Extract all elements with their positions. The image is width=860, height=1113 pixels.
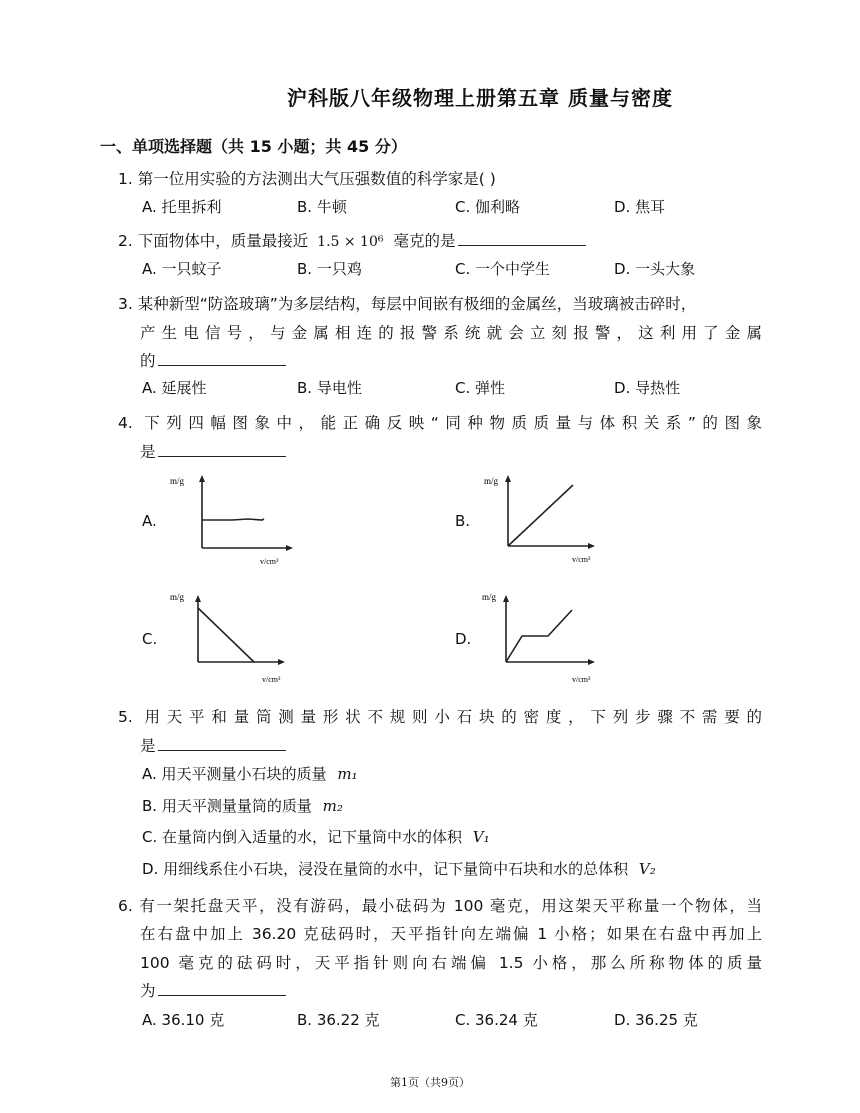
q2-option-a[interactable]: A. 一只蚊子 [142,260,222,278]
graph-c-y-arrow [195,595,201,602]
question-4-line-1: 4. 下列四幅图象中，能正确反映“同种物质质量与体积关系”的图象 [118,414,762,432]
graph-d-y-arrow [503,595,509,602]
graph-c-x-label: v/cm³ [262,675,281,684]
graph-d-curve [506,610,572,662]
q1-option-b[interactable]: B. 牛顿 [297,198,347,216]
graph-c-line [198,608,254,662]
q5-option-a-var: m₁ [337,765,358,783]
graph-a-x-arrow [286,545,293,551]
q2-text-after: 毫克的是 [393,232,456,250]
section-heading: 一、单项选择题（共 15 小题；共 45 分） [100,137,407,156]
graph-b-x-label: v/cm³ [572,555,591,564]
q2-math-value: 1.5 × 10⁶ [317,234,384,250]
graph-c-y-label: m/g [170,592,185,602]
q6-option-a[interactable]: A. 36.10 克 [142,1011,225,1029]
question-6-line-1: 6. 有一架托盘天平，没有游码，最小砝码为 100 毫克，用这架天平称量一个物体，当 [118,897,762,915]
q4-graph-option-d-label[interactable]: D. [455,630,472,648]
q6-answer-blank[interactable] [158,994,286,996]
graph-d-y-label: m/g [482,592,497,602]
q3-option-d[interactable]: D. 导热性 [614,379,681,397]
q4-graph-c [170,590,300,688]
question-4-line-2 [140,440,286,462]
q4-graph-d [480,590,610,688]
question-3-line-3 [140,349,286,371]
q1-option-a[interactable]: A. 托里拆利 [142,198,222,216]
q3-option-b[interactable]: B. 导电性 [297,379,362,397]
q4-line-2-text: 是 [140,443,156,461]
graph-d-x-label: v/cm³ [572,675,591,684]
graph-b-y-label: m/g [484,476,499,486]
q5-option-d-text: D. 用细线系住小石块，浸没在量筒的水中，记下量筒中石块和水的总体积 [142,860,629,878]
q2-text-before: 2. 下面物体中，质量最接近 [118,232,309,250]
page-title: 沪科版八年级物理上册第五章 质量与密度 [287,86,673,110]
graph-a-y-label: m/g [170,476,185,486]
question-3-line-2: 产生电信号，与金属相连的报警系统就会立刻报警，这利用了金属 [140,324,762,342]
q3-line-3-text: 的 [140,352,156,370]
q2-answer-blank[interactable] [458,244,586,246]
question-3-line-1: 3. 某种新型“防盗玻璃”为多层结构，每层中间嵌有极细的金属丝，当玻璃被击碎时， [118,295,697,313]
q6-line-4-text: 为 [140,982,156,1000]
q3-option-c[interactable]: C. 弹性 [455,379,506,397]
question-6-line-3: 100 毫克的砝码时，天平指针则向右端偏 1.5 小格，那么所称物体的质量 [140,954,762,972]
question-5-line-1: 5. 用天平和量筒测量形状不规则小石块的密度，下列步骤不需要的 [118,708,762,726]
graph-c-x-arrow [278,659,285,665]
q5-answer-blank[interactable] [158,749,286,751]
graph-b-y-arrow [505,475,511,482]
q5-option-b-var: m₂ [322,797,343,815]
question-1-text: 1. 第一位用实验的方法测出大气压强数值的科学家是( ) [118,170,496,188]
graph-a-y-arrow [199,475,205,482]
q5-option-d[interactable] [142,858,656,879]
graph-b-x-arrow [588,543,595,549]
question-5-line-2 [140,734,286,756]
q6-option-b[interactable]: B. 36.22 克 [297,1011,380,1029]
q1-option-c[interactable]: C. 伽利略 [455,198,521,216]
q1-option-d[interactable]: D. 焦耳 [614,198,666,216]
question-2-text [118,229,586,251]
q3-answer-blank[interactable] [158,364,286,366]
q6-option-d[interactable]: D. 36.25 克 [614,1011,698,1029]
q4-graph-a [170,472,300,570]
q5-option-c[interactable] [142,826,490,847]
q5-option-c-text: C. 在量筒内倒入适量的水，记下量筒中水的体积 [142,828,463,846]
q5-line-2-text: 是 [140,737,156,755]
q2-option-d[interactable]: D. 一头大象 [614,260,696,278]
q5-option-b[interactable] [142,795,343,816]
q2-option-b[interactable]: B. 一只鸡 [297,260,362,278]
graph-d-x-arrow [588,659,595,665]
question-6-line-4 [140,979,286,1001]
q5-option-d-var: V₂ [638,860,656,878]
q3-option-a[interactable]: A. 延展性 [142,379,207,397]
graph-b-line [508,485,573,546]
q4-graph-option-c-label[interactable]: C. [142,630,158,648]
page-footer: 第1页（共9页） [390,1076,470,1089]
q2-option-c[interactable]: C. 一个中学生 [455,260,551,278]
graph-a-x-label: v/cm³ [260,557,279,566]
q4-graph-option-a-label[interactable]: A. [142,512,157,530]
q5-option-a-text: A. 用天平测量小石块的质量 [142,765,327,783]
q4-answer-blank[interactable] [158,455,286,457]
q5-option-a[interactable] [142,763,358,784]
question-6-line-2: 在右盘中加上 36.20 克砝码时，天平指针向左端偏 1 小格；如果在右盘中再加上 [140,925,762,943]
q5-option-c-var: V₁ [472,828,490,846]
q4-graph-option-b-label[interactable]: B. [455,512,471,530]
q5-option-b-text: B. 用天平测量量筒的质量 [142,797,312,815]
q4-graph-b [480,472,610,570]
q6-option-c[interactable]: C. 36.24 克 [455,1011,538,1029]
graph-a-curve [202,519,264,520]
